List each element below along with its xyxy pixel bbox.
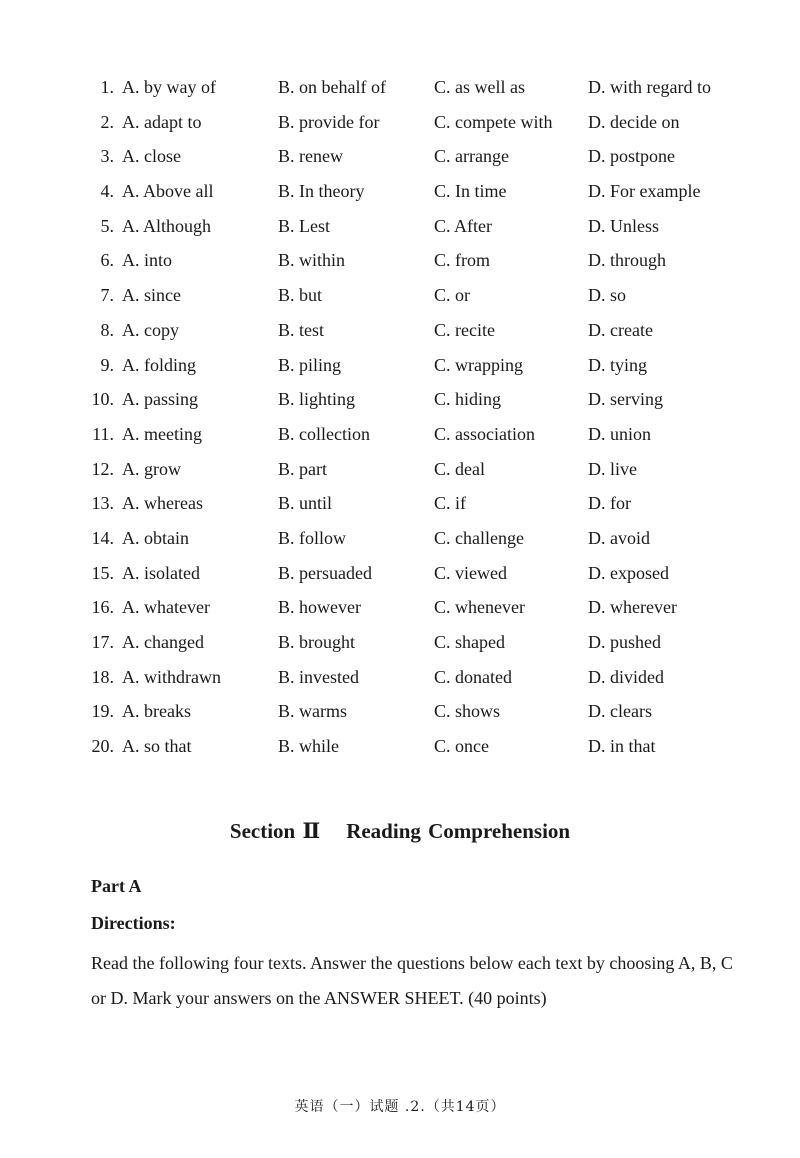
- question-row: [0, 139, 800, 174]
- option-c: C. from: [434, 250, 490, 271]
- question-row: [0, 70, 800, 105]
- option-b: B. part: [278, 458, 327, 479]
- option-a: A. withdrawn: [122, 666, 221, 687]
- question-row: [0, 486, 800, 521]
- option-c: C. wrapping: [434, 354, 523, 375]
- option-a: A. isolated: [122, 562, 200, 583]
- question-number: 20.: [91, 736, 114, 757]
- option-d: D. so: [588, 285, 627, 306]
- option-a: A. Above all: [122, 181, 214, 202]
- option-a: A. close: [122, 146, 181, 167]
- directions-text: Read the following four texts. Answer the questions below each text by choosing A, B, C or D. Mark your answers on the ANSWER SHEET. (40 points): [91, 953, 733, 1008]
- option-a: A. Although: [122, 215, 212, 236]
- option-a: A. adapt to: [122, 111, 202, 132]
- option-d: D. pushed: [588, 632, 661, 652]
- option-d: D. create: [588, 319, 653, 340]
- option-c: C. recite: [434, 319, 495, 340]
- option-c: C. donated: [434, 666, 512, 687]
- option-b: B. piling: [278, 354, 342, 375]
- option-c: C. viewed: [434, 562, 507, 583]
- question-number: 12.: [91, 458, 114, 479]
- option-a: A. whereas: [122, 493, 203, 514]
- option-c: C. once: [434, 736, 489, 757]
- question-number: 9.: [100, 354, 114, 375]
- option-b: B. provide for: [278, 111, 380, 132]
- question-row: [0, 521, 800, 556]
- section-heading: [0, 818, 800, 844]
- option-d: D. postpone: [588, 146, 675, 167]
- question-row: [0, 660, 800, 695]
- section-label: Section Ⅱ: [229, 819, 321, 843]
- option-c: C. After: [434, 215, 492, 236]
- option-a: A. copy: [122, 319, 179, 340]
- question-number: 14.: [91, 527, 114, 548]
- option-a: A. breaks: [122, 701, 191, 722]
- question-row: [0, 348, 800, 383]
- option-b: B. collection: [278, 423, 370, 444]
- option-b: B. while: [278, 736, 339, 757]
- option-d: D. live: [588, 458, 637, 479]
- option-c: C. association: [434, 423, 535, 444]
- directions-label: Directions:: [91, 913, 176, 933]
- question-row: [0, 313, 800, 348]
- question-number: 5.: [100, 215, 114, 236]
- option-d: D. Unless: [588, 215, 659, 236]
- option-d: D. avoid: [588, 527, 650, 548]
- option-d: D. in that: [588, 736, 656, 757]
- option-c: C. arrange: [434, 146, 509, 167]
- option-d: D. for: [588, 493, 631, 514]
- option-a: A. since: [122, 285, 181, 306]
- option-c: C. challenge: [434, 527, 524, 548]
- option-d: D. clears: [588, 701, 652, 722]
- page-footer: 英语（一）试题 .2.（共14页）: [294, 1099, 506, 1115]
- option-d: D. For example: [588, 181, 701, 202]
- option-a: A. obtain: [122, 527, 189, 548]
- option-b: B. brought: [278, 632, 356, 652]
- question-number: 2.: [100, 111, 114, 132]
- option-c: C. as well as: [434, 77, 525, 97]
- question-row: [0, 625, 800, 660]
- option-b: B. persuaded: [278, 562, 372, 583]
- option-d: D. tying: [588, 354, 648, 375]
- question-row: [0, 209, 800, 244]
- option-c: C. shaped: [434, 632, 505, 652]
- option-d: D. divided: [588, 666, 664, 687]
- option-b: B. on behalf of: [278, 77, 386, 97]
- question-number: 11.: [92, 423, 114, 444]
- question-row: [0, 278, 800, 313]
- option-b: B. but: [278, 285, 323, 306]
- option-b: B. invested: [278, 666, 359, 687]
- question-row: [0, 382, 800, 417]
- question-number: 8.: [100, 319, 114, 340]
- question-row: [0, 729, 800, 764]
- option-d: D. union: [588, 423, 651, 444]
- option-b: B. renew: [278, 146, 343, 167]
- question-number: 16.: [91, 597, 114, 618]
- question-number: 1.: [100, 77, 114, 97]
- question-row: [0, 556, 800, 591]
- option-b: B. however: [278, 597, 361, 618]
- question-number: 15.: [91, 562, 114, 583]
- option-d: D. exposed: [588, 562, 669, 583]
- section-title: Reading Comprehension: [346, 819, 571, 843]
- question-row: [0, 243, 800, 278]
- option-b: B. test: [278, 319, 325, 340]
- question-number: 19.: [91, 701, 114, 722]
- option-a: A. changed: [122, 632, 204, 652]
- question-number: 6.: [100, 250, 114, 271]
- option-a: A. grow: [122, 458, 181, 479]
- option-a: A. meeting: [122, 423, 202, 444]
- option-a: A. folding: [122, 354, 196, 375]
- option-a: A. into: [122, 250, 173, 271]
- option-a: A. whatever: [122, 597, 210, 618]
- option-d: D. with regard to: [588, 77, 711, 97]
- option-c: C. if: [434, 493, 467, 514]
- option-c: C. shows: [434, 701, 501, 722]
- question-row: [0, 590, 800, 625]
- option-a: A. by way of: [122, 77, 216, 97]
- option-b: B. within: [278, 250, 346, 271]
- option-d: D. through: [588, 250, 666, 271]
- option-d: D. decide on: [588, 111, 680, 132]
- option-b: B. warms: [278, 701, 347, 722]
- question-number: 4.: [100, 181, 114, 202]
- option-d: D. wherever: [588, 597, 677, 618]
- cloze-options-list: [0, 70, 800, 764]
- option-b: B. lighting: [278, 389, 356, 410]
- option-b: B. follow: [278, 527, 347, 548]
- question-row: [0, 452, 800, 487]
- option-c: C. or: [434, 285, 470, 306]
- question-row: [0, 694, 800, 729]
- option-a: A. passing: [122, 389, 198, 410]
- option-d: D. serving: [588, 389, 663, 410]
- option-c: C. In time: [434, 181, 507, 202]
- option-b: B. Lest: [278, 215, 330, 236]
- part-heading: Part A: [91, 876, 142, 896]
- question-number: 3.: [100, 146, 114, 167]
- question-number: 17.: [91, 632, 114, 652]
- option-c: C. deal: [434, 458, 485, 479]
- question-row: [0, 105, 800, 140]
- question-row: [0, 174, 800, 209]
- option-a: A. so that: [122, 736, 192, 757]
- question-number: 10.: [91, 389, 114, 410]
- option-c: C. compete with: [434, 111, 553, 132]
- question-number: 13.: [91, 493, 114, 514]
- option-c: C. hiding: [434, 389, 502, 410]
- option-c: C. whenever: [434, 597, 525, 618]
- question-number: 18.: [91, 666, 114, 687]
- question-row: [0, 417, 800, 452]
- question-number: 7.: [100, 285, 114, 306]
- option-b: B. until: [278, 493, 333, 514]
- option-b: B. In theory: [278, 181, 365, 202]
